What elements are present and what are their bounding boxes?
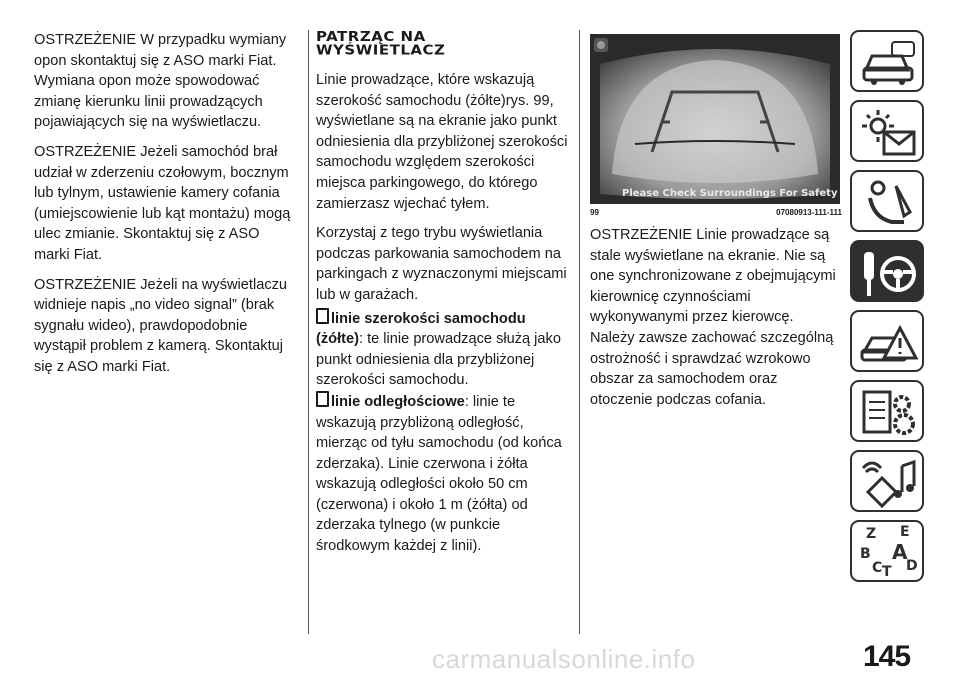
display-section-column (316, 30, 568, 566)
index-letter: E (900, 524, 910, 540)
intro-paragraph: Linie prowadzące, które wskazują szerokość samochodu (żółte)rys. 99, wyświetlane są na ekranie jako punkt odniesienia dla przybliżonej szerokości samochodu względem szerokości miejsca parkingowego, do którego zamierzasz wjechać tyłem. (316, 72, 568, 212)
tab-dashboard[interactable] (850, 30, 924, 92)
warning-lights-icon (852, 102, 926, 164)
warning-collision-paragraph: OSTRZEŻENIE Jeżeli samochód brał udział w zderzeniu czołowym, bocznym lub tylnym, ustawienie kamery cofania (umiejscowienie lub kąt montażu) mogą ulec zmianie. Skontaktuj się z ASO marki Fiat. (34, 143, 291, 263)
rear-camera-view-icon (590, 34, 840, 204)
multimedia-icon (852, 452, 926, 514)
bullet-distance-lines (316, 391, 568, 557)
figure-overlay-text: Please Check Surroundings For Safety (622, 188, 838, 199)
warnings-column (34, 30, 296, 387)
maintenance-gears-icon (852, 382, 926, 444)
tab-emergency[interactable] (850, 310, 924, 372)
watermark: carmanualsonline.info (432, 644, 696, 674)
index-letter: A (892, 540, 908, 564)
figure-caption (590, 208, 842, 218)
index-letter: Z (866, 526, 877, 542)
bullet-text: : te linie prowadzące służą jako punkt odniesienia dla przybliżonej szerokości samochodu. (316, 331, 561, 389)
page-number: 145 (863, 640, 911, 673)
rear-camera-display-image (590, 34, 840, 204)
tab-starting-driving[interactable] (850, 240, 924, 302)
warning-no-signal-paragraph: OSTRZEŻENIE Jeżeli na wyświetlaczu widnieje napis „no video signal” (brak sygnału wideo), prawdopodobnie wystąpił problem z kamerą. Skontaktuj się z ASO marki Fiat. (34, 276, 288, 375)
airbag-seat-icon (852, 172, 926, 234)
emergency-triangle-icon (852, 312, 926, 374)
heading-line-1: PATRZĄC NA (316, 28, 426, 45)
tab-maintenance[interactable] (850, 380, 924, 442)
tab-warning-lights[interactable] (850, 100, 924, 162)
tab-safety[interactable] (850, 170, 924, 232)
bullet-marker-icon (316, 308, 329, 324)
index-letter: T (882, 564, 892, 580)
warning-tires-paragraph: OSTRZEŻENIE W przypadku wymiany opon skontaktuj się z ASO marki Fiat. Wymiana opon może spowodować zmianę kierunku linii prowadzących pojawiających się na wyświetlaczu. (34, 32, 287, 131)
chapter-tabs-sidebar (850, 30, 930, 590)
figure-code: 07080913-111-111 (776, 208, 842, 217)
tab-multimedia[interactable] (850, 450, 924, 512)
heading-line-2: WYŚWIETLACZ (316, 41, 446, 58)
section-heading (316, 30, 568, 57)
bullet-marker-icon (316, 391, 329, 407)
index-letter: D (906, 558, 918, 574)
tab-index[interactable] (850, 520, 924, 582)
bullet-width-lines (316, 308, 568, 391)
usage-paragraph: Korzystaj z tego trybu wyświetlania podczas parkowania samochodem na parkingach z wyznaczonymi miejscami lub w garażach. (316, 225, 567, 303)
bullet-title: linie szerokości samochodu (żółte) (316, 310, 526, 348)
key-steering-wheel-icon (852, 242, 926, 304)
car-dashboard-icon (852, 32, 926, 94)
column-divider (579, 30, 580, 634)
bullet-title: linie odległościowe (331, 393, 465, 410)
warning-guide-lines-paragraph: OSTRZEŻENIE Linie prowadzące są stale wyświetlane na ekranie. Nie są one synchronizowane z obejmującymi kierownicę czynnościami wykonywanymi przez kierowcę. Należy zawsze zachować szczególną ostrożność i sprawdzać wzrokowo obszar za samochodem oraz otoczenie podczas cofania. (590, 227, 836, 408)
figure-number: 99 (590, 208, 599, 217)
bullet-text: : linie te wskazują przybliżoną odległość, mierząc od tyłu samochodu (od końca zderzaka). Linie czerwona i żółta wskazują odległości około 50 cm (czerwona) i około 1 m (żółta) od zderzaka tylnego (w punkcie środkowym każdej z linii). (316, 393, 562, 555)
index-letter: B (860, 546, 871, 562)
index-letter: C (872, 560, 883, 576)
figure-column (590, 30, 842, 419)
column-divider (308, 30, 309, 634)
